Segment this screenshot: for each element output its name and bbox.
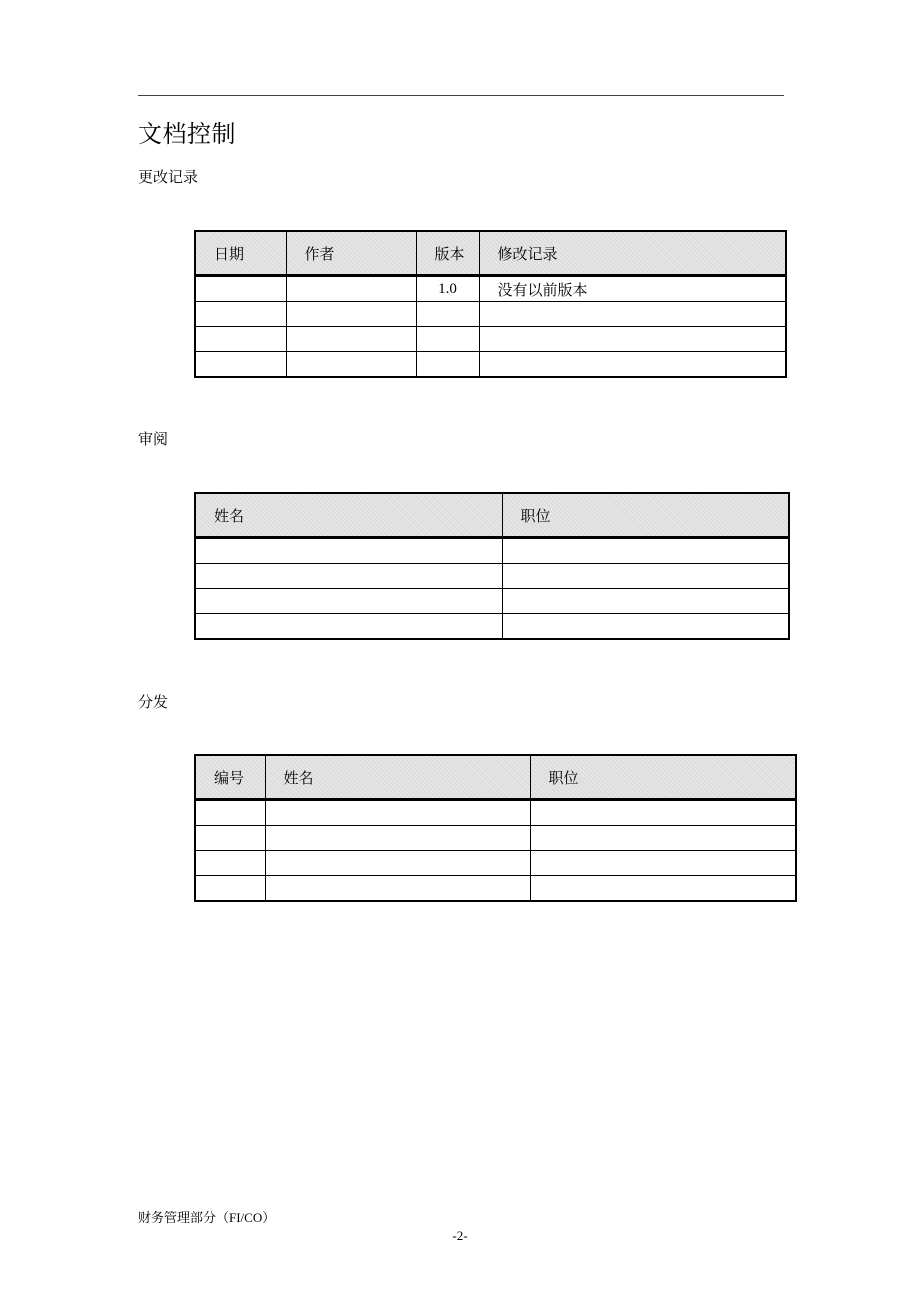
cell-position xyxy=(530,876,796,902)
table-row xyxy=(195,352,786,378)
table-row xyxy=(195,876,796,902)
column-header-change-record: 修改记录 xyxy=(479,231,786,276)
cell-position xyxy=(530,851,796,876)
cell-name xyxy=(195,538,502,564)
review-heading: 审阅 xyxy=(138,430,169,448)
change-log-table xyxy=(194,230,787,378)
cell-version xyxy=(416,302,479,327)
change-log-heading: 更改记录 xyxy=(138,168,199,186)
table-row xyxy=(195,614,789,640)
cell-number xyxy=(195,876,265,902)
cell-position xyxy=(530,826,796,851)
table-row xyxy=(195,302,786,327)
cell-position xyxy=(502,538,789,564)
cell-date xyxy=(195,352,286,378)
cell-date xyxy=(195,276,286,302)
cell-change-record xyxy=(479,302,786,327)
cell-version xyxy=(416,327,479,352)
table-row xyxy=(195,327,786,352)
review-table xyxy=(194,492,790,640)
cell-author xyxy=(286,302,416,327)
table-header-row xyxy=(195,493,789,538)
cell-name xyxy=(195,614,502,640)
column-header-date: 日期 xyxy=(195,231,286,276)
cell-position xyxy=(502,564,789,589)
column-header-position: 职位 xyxy=(502,493,789,538)
cell-position xyxy=(530,800,796,826)
cell-author xyxy=(286,276,416,302)
cell-date xyxy=(195,302,286,327)
column-header-name: 姓名 xyxy=(195,493,502,538)
column-header-version: 版本 xyxy=(416,231,479,276)
cell-number xyxy=(195,826,265,851)
cell-name xyxy=(195,589,502,614)
cell-version: 1.0 xyxy=(416,276,479,302)
cell-position xyxy=(502,614,789,640)
table-header-row xyxy=(195,231,786,276)
table-row xyxy=(195,851,796,876)
table-row xyxy=(195,589,789,614)
distribution-table xyxy=(194,754,797,902)
footer-section-label: 财务管理部分（FI/CO） xyxy=(138,1210,276,1225)
column-header-author: 作者 xyxy=(286,231,416,276)
cell-name xyxy=(265,800,530,826)
cell-name xyxy=(265,826,530,851)
column-header-position: 职位 xyxy=(530,755,796,800)
cell-version xyxy=(416,352,479,378)
cell-number xyxy=(195,851,265,876)
cell-name xyxy=(265,851,530,876)
distribution-heading: 分发 xyxy=(138,693,169,711)
cell-author xyxy=(286,352,416,378)
column-header-number: 编号 xyxy=(195,755,265,800)
cell-position xyxy=(502,589,789,614)
table-row xyxy=(195,826,796,851)
table-row xyxy=(195,538,789,564)
cell-change-record: 没有以前版本 xyxy=(479,276,786,302)
cell-name xyxy=(195,564,502,589)
page-title: 文档控制 xyxy=(138,120,236,148)
table-header-row xyxy=(195,755,796,800)
cell-change-record xyxy=(479,327,786,352)
page-number: -2- xyxy=(452,1228,468,1243)
table-row xyxy=(195,800,796,826)
header-rule xyxy=(138,95,784,96)
cell-name xyxy=(265,876,530,902)
cell-number xyxy=(195,800,265,826)
column-header-name: 姓名 xyxy=(265,755,530,800)
table-row xyxy=(195,564,789,589)
cell-date xyxy=(195,327,286,352)
table-row xyxy=(195,276,786,302)
cell-change-record xyxy=(479,352,786,378)
cell-author xyxy=(286,327,416,352)
